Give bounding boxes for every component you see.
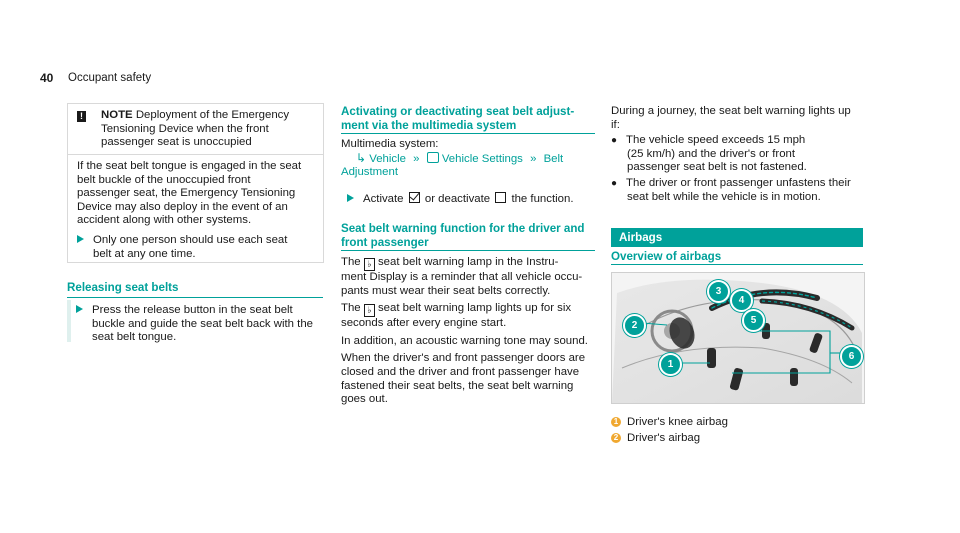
journey-bullet: (25 km/h) and the driver's or front <box>627 147 796 160</box>
multimedia-label: Multimedia system: <box>341 138 439 150</box>
note-body-line: If the seat belt tongue is engaged in the seat <box>77 160 302 172</box>
deactivate-label: or deactivate <box>424 192 491 205</box>
note-title-1: Deployment of the Emergency <box>135 109 290 121</box>
activating-heading-line: ment via the multimedia system <box>341 118 517 132</box>
note-body-line: accident along with other systems. <box>77 214 252 227</box>
double-chevron-icon: » <box>530 152 537 165</box>
airbags-band: Airbags <box>611 228 863 247</box>
warning-heading-line: Seat belt warning function for the driver and <box>341 222 585 235</box>
journey-bullet: passenger seat belt is not fastened. <box>627 161 807 174</box>
note-label: NOTE <box>101 109 133 121</box>
note-action-line: belt at any one time. <box>93 247 196 260</box>
journey-bullet: The vehicle speed exceeds 15 mph <box>626 134 806 147</box>
double-chevron-icon: » <box>413 152 420 165</box>
warning-heading <box>341 222 601 249</box>
action-marker <box>67 300 71 342</box>
legend-text: Driver's airbag <box>627 431 701 444</box>
warning-text: fastened their seat belts, the seat belt warning <box>341 379 574 392</box>
warning-body <box>341 256 599 407</box>
seatbelt-warning-icon: ♭ <box>364 258 375 271</box>
legend-number: 2 <box>611 433 621 443</box>
legend-text: Driver's knee airbag <box>627 416 728 428</box>
legend-item <box>611 432 861 446</box>
activating-heading-line: Activating or deactivating seat belt adjust- <box>341 105 575 118</box>
journey-text: if: <box>611 118 620 131</box>
seatbelt-warning-icon: ♭ <box>364 304 375 317</box>
path-belt[interactable]: Belt <box>543 152 564 165</box>
callout-1: 1 <box>659 353 682 376</box>
note-box <box>67 103 324 263</box>
callout-5: 5 <box>742 309 765 332</box>
path-vehicle-settings[interactable]: Vehicle Settings <box>441 152 523 165</box>
checkbox-checked-icon <box>409 192 420 203</box>
overview-rule <box>611 264 863 265</box>
activating-rule <box>341 133 595 134</box>
releasing-heading: Releasing seat belts <box>67 281 179 294</box>
page-number: 40 <box>40 71 54 85</box>
note-body-line: belt buckle of the unoccupied front <box>77 173 251 186</box>
warning-text: In addition, an acoustic warning tone may sound. <box>341 334 588 347</box>
warning-text: ment Display is a reminder that all vehicle occu- <box>341 271 583 283</box>
journey-block <box>611 105 871 204</box>
activate-label: Activate <box>363 192 404 205</box>
path-vehicle[interactable]: Vehicle <box>369 152 406 165</box>
note-header <box>68 104 323 155</box>
warning-text: The <box>341 302 361 315</box>
note-body-line: Device may also deploy in the event of an <box>77 200 288 213</box>
note-action <box>77 234 321 261</box>
releasing-line: Press the release button in the seat belt <box>92 304 293 316</box>
section-title: Occupant safety <box>68 72 152 84</box>
activating-heading <box>341 105 591 132</box>
releasing-line: buckle and guide the seat belt back with the <box>92 317 313 330</box>
note-body <box>77 160 321 228</box>
action-arrow-icon <box>76 305 83 313</box>
note-body-line: passenger seat, the Emergency Tensioning <box>77 187 296 200</box>
releasing-action <box>76 304 326 345</box>
journey-text: During a journey, the seat belt warning lights up <box>611 105 851 117</box>
callout-2: 2 <box>623 314 646 337</box>
releasing-line: seat belt tongue. <box>92 331 177 344</box>
warning-text: goes out. <box>341 393 388 406</box>
warning-icon: ! <box>77 111 86 122</box>
releasing-rule <box>67 297 323 298</box>
action-arrow-icon <box>77 235 84 243</box>
callout-6: 6 <box>840 345 863 368</box>
return-arrow-icon: ↳ <box>356 150 367 165</box>
path-adjustment[interactable]: Adjustment <box>341 166 398 179</box>
airbag-illustration <box>611 272 865 404</box>
menu-path <box>341 152 596 167</box>
bullet-icon: ● <box>611 177 618 189</box>
warning-text: seconds after every engine start. <box>341 317 507 330</box>
warning-text: seat belt warning lamp lights up for six <box>377 302 572 315</box>
overview-heading: Overview of airbags <box>611 250 722 263</box>
vehicle-settings-icon <box>427 152 439 163</box>
activating-body <box>341 138 596 206</box>
warning-rule <box>341 250 595 251</box>
warning-text: seat belt warning lamp in the Instru- <box>377 256 559 268</box>
action-arrow-icon <box>347 194 354 202</box>
warning-text: pants must wear their seat belts correctly. <box>341 284 551 297</box>
warning-heading-line: front passenger <box>341 235 429 249</box>
warning-text: closed and the driver and front passenger have <box>341 365 580 378</box>
callout-4: 4 <box>730 289 753 312</box>
warning-text: The <box>341 256 361 268</box>
bullet-icon: ● <box>611 135 618 147</box>
note-title-2: Tensioning Device when the front <box>101 122 269 135</box>
checkbox-empty-icon <box>495 192 506 203</box>
journey-bullet: seat belt while the vehicle is in motion. <box>627 190 821 203</box>
note-action-line: Only one person should use each seat <box>93 234 288 246</box>
airbag-legend <box>611 416 861 445</box>
journey-bullet: The driver or front passenger unfastens their <box>626 176 851 189</box>
legend-item <box>611 416 861 430</box>
warning-text: When the driver's and front passenger doors are <box>341 352 586 365</box>
legend-number: 1 <box>611 417 621 427</box>
note-title-3: passenger seat is unoccupied <box>101 136 252 149</box>
function-label: the function. <box>511 192 574 205</box>
callout-3: 3 <box>707 280 730 303</box>
